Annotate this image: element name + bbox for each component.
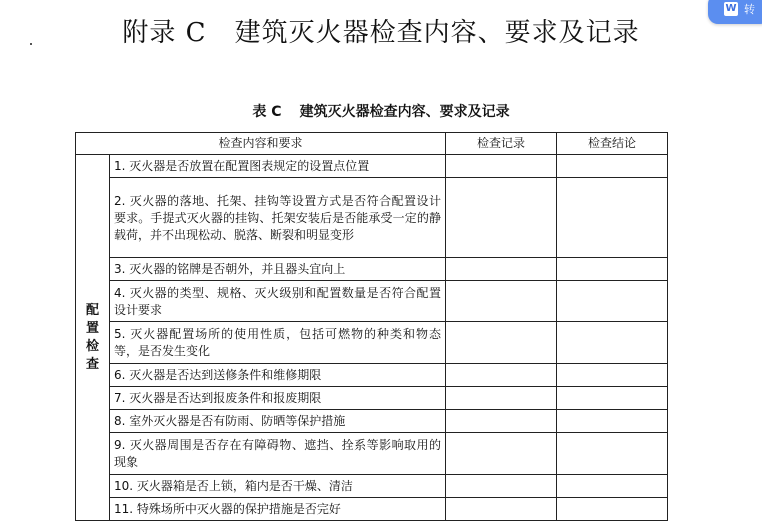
table-row — [76, 475, 668, 498]
table-row — [76, 178, 668, 258]
table-row — [76, 364, 668, 387]
conclusion-cell — [557, 410, 668, 433]
record-cell — [446, 281, 557, 322]
item-cell: 5. 灭火器配置场所的使用性质，包括可燃物的种类和物态等，是否发生变化 — [110, 322, 446, 364]
word-icon: W — [725, 3, 737, 14]
table-row — [76, 322, 668, 364]
appendix-title-text: 建筑灭火器检查内容、要求及记录 — [234, 18, 640, 48]
inspection-table — [75, 132, 668, 521]
record-cell — [446, 433, 557, 475]
category-char: 检 — [85, 338, 99, 354]
conclusion-cell — [557, 364, 668, 387]
record-cell — [446, 475, 557, 498]
table-caption-label: 表 C — [252, 104, 282, 120]
category-char: 配 — [85, 302, 99, 318]
record-cell — [446, 155, 557, 178]
item-cell: 6. 灭火器是否达到送修条件和维修期限 — [110, 364, 446, 387]
conclusion-cell — [557, 258, 668, 281]
conclusion-cell — [557, 322, 668, 364]
conclusion-cell — [557, 498, 668, 521]
record-cell — [446, 322, 557, 364]
table-row — [76, 281, 668, 322]
item-cell: 7. 灭火器是否达到报废条件和报废期限 — [110, 387, 446, 410]
table-row — [76, 433, 668, 475]
conclusion-cell — [557, 475, 668, 498]
table-row — [76, 258, 668, 281]
header-conclusion: 检查结论 — [557, 133, 668, 155]
item-cell: 2. 灭火器的落地、托架、挂钩等设置方式是否符合配置设计要求。手提式灭火器的挂钩、托架安装后是否能承受一定的静载荷，并不出现松动、脱落、断裂和明显变形 — [110, 178, 446, 258]
table-header-row — [76, 133, 668, 155]
scan-dot — [30, 43, 32, 45]
appendix-label: 附录 C — [122, 18, 207, 48]
record-cell — [446, 410, 557, 433]
conclusion-cell — [557, 387, 668, 410]
table-row — [76, 387, 668, 410]
item-cell: 8. 室外灭火器是否有防雨、防晒等保护措施 — [110, 410, 446, 433]
table-row — [76, 498, 668, 521]
item-cell: 10. 灭火器箱是否上锁，箱内是否干燥、清洁 — [110, 475, 446, 498]
item-cell: 3. 灭火器的铭牌是否朝外，并且器头宜向上 — [110, 258, 446, 281]
header-content: 检查内容和要求 — [76, 133, 446, 155]
table-caption — [0, 101, 762, 121]
table-row — [76, 410, 668, 433]
conclusion-cell — [557, 155, 668, 178]
record-cell — [446, 387, 557, 410]
table-caption-title: 建筑灭火器检查内容、要求及记录 — [299, 104, 510, 120]
header-record: 检查记录 — [446, 133, 557, 155]
appendix-title — [0, 12, 762, 49]
item-cell: 1. 灭火器是否放置在配置图表规定的设置点位置 — [110, 155, 446, 178]
conclusion-cell — [557, 281, 668, 322]
conclusion-cell — [557, 178, 668, 258]
category-char: 查 — [85, 356, 99, 372]
record-cell — [446, 498, 557, 521]
category-char: 置 — [85, 320, 99, 336]
category-cell — [76, 155, 110, 521]
record-cell — [446, 364, 557, 387]
item-cell: 11. 特殊场所中灭火器的保护措施是否完好 — [110, 498, 446, 521]
conclusion-cell — [557, 433, 668, 475]
item-cell: 9. 灭火器周围是否存在有障碍物、遮挡、拴系等影响取用的现象 — [110, 433, 446, 475]
item-cell: 4. 灭火器的类型、规格、灭火级别和配置数量是否符合配置设计要求 — [110, 281, 446, 322]
convert-label: 转 — [744, 3, 755, 16]
convert-to-word-widget[interactable] — [708, 0, 762, 24]
record-cell — [446, 178, 557, 258]
record-cell — [446, 258, 557, 281]
table-row — [76, 155, 668, 178]
